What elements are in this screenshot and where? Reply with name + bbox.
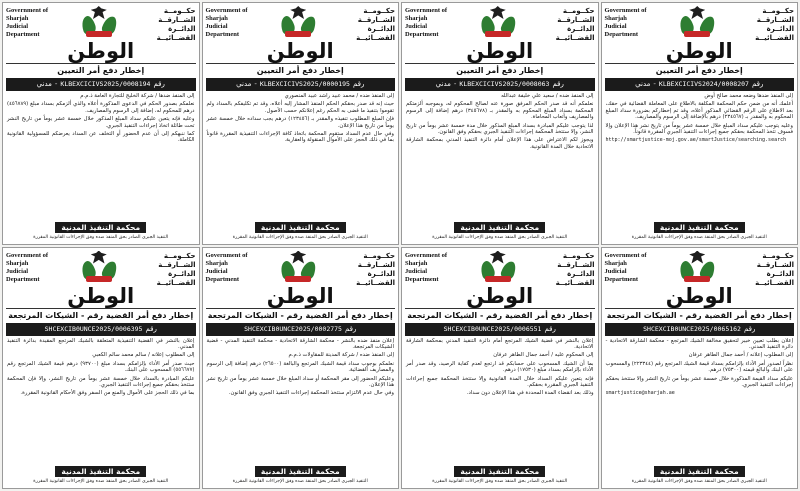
government-name-ar — [337, 250, 395, 288]
notice-paragraph: نعلمكم أنه قد صدر الحكم المرفق صورة عنه لصالح المحكوم له، وبموجبه ألزمتكم المحكمة بسداد المبلغ المحكوم به والمقدر بـ (٣٤٥٦٧٨) درهم إضافة إلى الرسوم والمصاريف وأتعاب المحاماة. — [406, 101, 594, 121]
government-name-ar — [537, 250, 595, 288]
ref-label: رقم — [751, 80, 764, 88]
ref-separator: - — [254, 80, 257, 88]
legal-notice-card[interactable] — [401, 2, 599, 245]
notice-paragraph: بما في ذلك الحجز على الأموال والمنع من السفر وفق الأحكام القانونية المقررة. — [20, 390, 195, 397]
notice-paragraph: إلى المنفذ ضده / سعيد علي خليفة عبدالله — [501, 93, 594, 99]
legal-notice-card[interactable] — [2, 2, 200, 245]
notice-paragraph: إلى المطلوب إعلانه / أحمد جمال الطاهر عرفان — [688, 352, 793, 359]
gov-ar-line2: الدائــرة القضــائيــة — [555, 25, 595, 42]
notice-footer — [6, 215, 196, 241]
falcon-icon — [490, 6, 506, 19]
divider — [206, 63, 396, 64]
notice-header — [405, 5, 595, 42]
ref-label: رقم — [743, 324, 756, 333]
masthead-title: الوطن — [665, 283, 733, 308]
case-number: SHCEXCIB0UNCE2025/0065162 — [643, 324, 741, 333]
sharjah-judicial-emblem-icon — [481, 250, 515, 282]
gov-ar-line2: الدائــرة القضــائيــة — [156, 25, 196, 42]
notice-body — [405, 91, 595, 214]
notice-paragraph: وفي حال عدم الالتزام ستتخذ المحكمة إجراءات التنفيذ الجبري وفق القانون. — [228, 390, 394, 397]
gov-ar-line2: الدائــرة القضــائيــة — [555, 269, 595, 287]
sharjah-judicial-emblem-icon — [281, 250, 315, 282]
case-type: مدني — [36, 80, 52, 88]
gov-en-line1: Government of Sharjah — [6, 251, 49, 267]
legal-notice-card[interactable] — [2, 247, 200, 490]
legal-notice-card[interactable] — [601, 2, 799, 245]
scroll-banner-icon — [86, 276, 112, 282]
gov-en-line1: Government of Sharjah — [405, 7, 448, 22]
government-name-ar — [138, 250, 196, 288]
court-stamp: محكمة التنفيذ المدنية — [654, 222, 745, 233]
court-stamp: محكمة التنفيذ المدنية — [55, 222, 146, 233]
notice-email[interactable]: smartjustice@sharjah.ae — [605, 390, 675, 397]
gov-en-line2: Judicial Department — [405, 267, 439, 283]
court-stamp: محكمة التنفيذ المدنية — [255, 466, 346, 477]
sharjah-judicial-emblem-icon — [680, 250, 714, 282]
footer-note: التنفيذ الجبري الصادر بحق المنفذ ضده وفق الإجراءات القانونية المقررة — [33, 234, 169, 240]
gov-ar-line1: حكــومــة الشــارقــة — [158, 251, 196, 269]
scroll-banner-icon — [684, 31, 710, 37]
notice-body — [605, 336, 795, 459]
notice-body — [206, 336, 396, 459]
notice-body — [6, 91, 196, 214]
government-name-en — [605, 250, 659, 284]
ref-separator: - — [653, 80, 656, 88]
masthead-title: الوطن — [266, 39, 334, 63]
notice-paragraph: إعلان بالنشر في قضية الشيك المرتجع أمام دائرة التنفيذ المدني بمحكمة الشارقة الاتحادية. — [406, 337, 594, 350]
notice-paragraph: إلى المنفذ ضده / شركة المدينة للمقاولات ذ.م.م — [288, 352, 394, 359]
masthead-title: الوطن — [466, 283, 534, 308]
sharjah-judicial-emblem-icon — [82, 5, 116, 37]
notice-footer — [6, 459, 196, 485]
gov-en-line1: Government of Sharjah — [405, 251, 448, 267]
gov-en-line2: Judicial Department — [6, 267, 40, 283]
notice-paragraph: إعلان منفذ ضده بالنشر - محكمة الشارقة الاتحادية - محكمة التنفيذ المدني - قضية الشيكات المرتجعة. — [206, 337, 394, 350]
case-number: KLBEXCICIVS2024/0008207 — [658, 80, 749, 88]
scroll-banner-icon — [285, 31, 311, 37]
gov-en-line1: Government of Sharjah — [205, 7, 248, 22]
masthead-title: الوطن — [665, 39, 733, 63]
notice-paragraph: إلى المطلوب إعلانه / سالم محمد سالم الكعبي — [92, 352, 195, 359]
gov-ar-line2: الدائــرة القضــائيــة — [156, 269, 196, 287]
ref-separator: - — [54, 80, 58, 88]
masthead-title: الوطن — [67, 39, 135, 63]
case-reference-bar — [605, 323, 795, 336]
notice-body — [206, 91, 396, 214]
gov-ar-line1: حكــومــة الشــارقــة — [557, 251, 595, 269]
gov-en-line1: Government of Sharjah — [205, 251, 248, 267]
gov-en-line2: Judicial Department — [205, 267, 240, 283]
divider — [6, 308, 196, 309]
gov-en-line2: Judicial Department — [604, 23, 639, 38]
case-number: SHCEXCIB0UNCE2025/0006395 — [44, 324, 143, 333]
scroll-banner-icon — [485, 276, 511, 282]
notice-paragraph: وذلك بعد انقضاء المدة المحددة في هذا الإعلان دون سداد. — [466, 390, 594, 397]
gov-en-line1: Government of Sharjah — [6, 7, 49, 22]
notice-paragraph: نعلمكم بصدور الحكم في الدعوى المذكورة أعلاه والذي ألزمكم بسداد مبلغ (٤٥٦٧٨٩) درهم للمحكوم له، إضافة إلى الرسوم والمصاريف. — [7, 101, 195, 114]
legal-notice-card[interactable] — [202, 2, 400, 245]
divider — [605, 63, 795, 64]
gov-ar-line1: حكــومــة الشــارقــة — [158, 7, 196, 24]
gov-ar-line1: حكــومــة الشــارقــة — [756, 251, 794, 269]
footer-note: التنفيذ الجبري الصادر بحق المنفذ ضده وفق الإجراءات القانونية المقررة — [631, 234, 767, 240]
ref-label: رقم — [544, 324, 556, 333]
notice-subject: إخطار دفع أمر التعيين — [456, 66, 544, 75]
falcon-icon — [490, 251, 506, 264]
notice-paragraph: إلى المنفذ ضده / محمد عبيد راشد عبيد المنصوري — [284, 93, 394, 99]
divider — [6, 63, 196, 64]
court-stamp: محكمة التنفيذ المدنية — [454, 466, 545, 477]
notice-paragraph: إلى المنفذ ضدها وضعه محمد صالح أوض — [704, 93, 793, 99]
falcon-icon — [290, 251, 306, 264]
notice-paragraph: عليكم سداد القيمة المذكورة خلال خمسة عشر يوماً من تاريخ النشر وإلا ستتخذ بحقكم إجراءات التنفيذ الجبري. — [605, 375, 793, 388]
case-reference-bar — [206, 323, 396, 336]
divider — [405, 308, 595, 309]
government-name-ar — [736, 5, 794, 43]
notice-paragraph: فإن المبلغ المطلوب تنفيذه والمقدر بـ (١٢٣٤٥٦) درهم يجب سداده خلال خمسة عشر يوماً من تاريخ هذا الإعلان. — [206, 116, 394, 129]
legal-notice-card[interactable] — [401, 247, 599, 490]
divider — [605, 308, 795, 309]
case-number: SHCEXCIB0UNCE2025/0006551 — [443, 324, 542, 333]
gov-ar-line2: الدائــرة القضــائيــة — [356, 25, 395, 42]
ref-label: رقم — [344, 324, 357, 333]
notice-paragraph: حيث صدر أمر الأداء بإلزامكم بسداد مبلغ (٩٣٧٠٠) درهم قيمة الشيك المرتجع رقم (٥٥٦٦٧٧) المسحوب على البنك. — [7, 360, 195, 374]
gov-ar-line1: حكــومــة الشــارقــة — [357, 7, 395, 24]
notice-paragraph: نظراً لصدور أمر الأداء بإلزامكم بسداد قيمة الشيك المرتجع رقم (٢٢٣٣٤٤) والمسحوب على البنك والبالغ قيمته (٧٥٣٠٠) درهم. — [605, 360, 793, 374]
gov-en-line2: Judicial Department — [6, 23, 40, 38]
court-stamp: محكمة التنفيذ المدنية — [654, 466, 745, 477]
government-name-ar — [138, 5, 196, 43]
notice-url[interactable]: http://smartjustice-moj.gov.ae/smartJustice/searching.search — [605, 137, 787, 144]
notice-subject: إخطار دفع أمر القضية رقم - الشيكات المرتجعة — [207, 310, 393, 320]
government-name-ar — [537, 5, 595, 43]
gov-en-line2: Judicial Department — [205, 23, 240, 38]
footer-note: التنفيذ الجبري الصادر بحق المنفذ ضده وفق الإجراءات القانونية المقررة — [232, 234, 368, 240]
case-number: KLBEXCICIVS2025/0008194 — [60, 80, 151, 88]
notice-header — [405, 250, 595, 287]
case-number: KLBEXCICIVS2025/0008063 — [459, 80, 550, 88]
scroll-banner-icon — [684, 276, 710, 282]
gov-ar-line1: حكــومــة الشــارقــة — [557, 7, 595, 24]
government-name-en — [206, 5, 260, 39]
sharjah-judicial-emblem-icon — [481, 5, 515, 37]
case-reference-bar — [405, 78, 595, 91]
case-reference-bar — [6, 323, 196, 336]
notice-header — [604, 5, 795, 42]
gov-ar-line2: الدائــرة القضــائيــة — [755, 25, 794, 42]
gov-ar-line1: حكــومــة الشــارقــة — [756, 7, 794, 24]
notice-body — [405, 336, 595, 459]
government-name-en — [6, 5, 60, 39]
gov-ar-line2: الدائــرة القضــائيــة — [755, 269, 794, 287]
case-type: مدني — [435, 80, 451, 88]
notice-paragraph: إعلان بطلب تعيين خبير لتحقيق مخالفة الشيك المرتجع - محكمة الشارقة الاتحادية - دائرة التنفيذ المدني. — [605, 337, 793, 350]
divider — [206, 308, 396, 309]
masthead-title: الوطن — [466, 39, 534, 63]
ref-label: رقم — [153, 80, 165, 88]
notice-paragraph: وعليه فإنه يتعين عليكم سداد المبلغ المذكور خلال خمسة عشر يوماً من تاريخ النشر تحت طائلة اتخاذ إجراءات التنفيذ الجبري. — [7, 116, 195, 129]
notice-header — [6, 5, 196, 42]
sharjah-judicial-emblem-icon — [82, 250, 116, 282]
notice-paragraph: إلى المنفذ ضدها / شركة الخليج للتجارة العامة ذ.م.م — [80, 93, 195, 99]
court-stamp: محكمة التنفيذ المدنية — [55, 466, 146, 477]
masthead-title: الوطن — [67, 283, 135, 308]
notice-paragraph: إلى المحكوم عليه / أحمد جمال الطاهر عرفان — [493, 352, 594, 359]
case-number: SHCEXCIB0UNCE2025/0002775 — [244, 324, 342, 333]
legal-notice-card[interactable] — [202, 247, 400, 490]
notice-body — [6, 336, 196, 459]
footer-note: التنفيذ الجبري الصادر بحق المنفذ ضده وفق الإجراءات القانونية المقررة — [631, 479, 767, 484]
divider — [405, 63, 595, 64]
gov-en-line1: Government of Sharjah — [604, 7, 647, 22]
falcon-icon — [91, 251, 107, 264]
falcon-icon — [290, 6, 306, 19]
notice-paragraph: وفي حال عدم السداد ستقوم المحكمة باتخاذ كافة الإجراءات التنفيذية المقررة قانوناً بما في ذلك الحجز على الأموال المنقولة والعقارية. — [206, 131, 394, 144]
masthead-title: الوطن — [266, 283, 334, 308]
falcon-icon — [91, 6, 107, 19]
notice-paragraph: كما ننبهكم إلى أن عدم الحضور أو التخلف عن السداد يعرضكم للمسؤولية القانونية الكاملة. — [7, 131, 195, 144]
falcon-icon — [689, 6, 705, 19]
footer-note: التنفيذ الجبري الصادر بحق المنفذ ضده وفق الإجراءات القانونية المقررة — [232, 479, 368, 484]
gov-en-line1: Government of Sharjah — [604, 251, 647, 267]
notice-subject: إخطار دفع أمر التعيين — [57, 66, 145, 75]
gov-en-line2: Judicial Department — [405, 23, 439, 38]
case-reference-bar — [6, 78, 196, 91]
government-name-en — [405, 5, 459, 39]
case-reference-bar — [405, 323, 595, 336]
notice-subject: إخطار دفع أمر القضية رقم - الشيكات المرتجعة — [407, 310, 593, 320]
footer-note: التنفيذ الجبري الصادر بحق المنفذ ضده وفق الإجراءات القانونية المقررة — [432, 479, 568, 484]
gov-en-line2: Judicial Department — [604, 267, 639, 283]
notice-header — [205, 5, 396, 42]
footer-note: التنفيذ الجبري الصادر بحق المنفذ ضده وفق الإجراءات القانونية المقررة — [432, 234, 568, 240]
notice-paragraph: أعلمك أنه من ضمن حكم المحكمة المكلفة بالاطلاع على المعاملة القضائية في حقك، بعد الاطلاع على الرقم القضائي المذكور أعلاه، وقد تم إخطاركم بضرورة سداد المبلغ المحكوم به والمقدر بـ (٢٣٤٥٦٧) درهم بالإضافة إلى الرسوم والمصاريف. — [605, 101, 793, 121]
gov-ar-line2: الدائــرة القضــائيــة — [356, 269, 395, 287]
case-number: KLBEXCICIVS2025/0000195 — [259, 80, 350, 88]
government-name-en — [405, 250, 459, 284]
government-name-en — [206, 250, 260, 284]
footer-note: التنفيذ الجبري الصادر بحق المنفذ ضده وفق الإجراءات القانونية المقررة — [33, 479, 169, 484]
court-stamp: محكمة التنفيذ المدنية — [255, 222, 346, 233]
notice-paragraph: بما أن الشيك المسحوب على حسابكم قد ارتجع لعدم كفاية الرصيد، وقد صدر أمر الأداء بإلزامكم بسداد مبلغ (١٧٥٣٠) درهم. — [406, 360, 594, 374]
government-name-en — [605, 5, 659, 39]
government-name-en — [6, 250, 60, 284]
scroll-banner-icon — [485, 31, 511, 37]
notice-footer — [206, 459, 396, 485]
ref-label: رقم — [352, 80, 365, 88]
notice-footer — [605, 215, 795, 241]
notice-paragraph: نعلمكم بوجوب سداد قيمة الشيك المرتجع والبالغة (٢٦٥٠٠) درهم إضافة إلى الرسوم والمصاريف القضائية. — [206, 360, 394, 374]
scroll-banner-icon — [285, 276, 311, 282]
notice-subject: إخطار دفع أمر التعيين — [655, 66, 743, 75]
notice-paragraph: وعليكم الحضور إلى مقر المحكمة أو سداد المبلغ خلال خمسة عشر يوماً من تاريخ نشر هذا الإعلان. — [206, 375, 394, 388]
notice-paragraph: لذا يتوجب عليكم المبادرة بسداد المبلغ المذكور خلال مدة خمسة عشر يوماً من تاريخ النشر، وإلا ستتخذ المحكمة إجراءات التنفيذ الجبري بحقكم وفق القانون. — [406, 122, 594, 136]
case-type: مدني — [635, 80, 651, 88]
notice-paragraph: حيث إنه قد صدر بحقكم الحكم المنفذ المشار إليه أعلاه، وقد تم تكليفكم بالسداد ولم تقوموا بتنفيذ ما قضى به الحكم رغم إعلانكم حسب الأصول. — [206, 101, 394, 114]
notice-subject: إخطار دفع أمر القضية رقم - الشيكات المرتجعة — [606, 310, 792, 320]
scroll-banner-icon — [86, 31, 112, 37]
notice-header — [205, 250, 396, 287]
notice-header — [6, 250, 196, 287]
government-name-ar — [337, 5, 395, 43]
notice-paragraph: فإنه يتعين عليكم السداد خلال المدة القانونية وإلا ستتخذ المحكمة جميع إجراءات التنفيذ الجبري المقررة بحقكم. — [406, 375, 594, 388]
sharjah-judicial-emblem-icon — [680, 5, 714, 37]
court-stamp: محكمة التنفيذ المدنية — [454, 222, 545, 233]
ref-separator: - — [453, 80, 457, 88]
notice-paragraph: وعليه يتوجب عليكم سداد المبلغ خلال خمسة عشر يوماً من تاريخ نشر هذا الإعلان وإلا فسوف تتخذ المحكمة بحقكم جميع إجراءات التنفيذ الجبري المقررة قانوناً. — [605, 122, 793, 136]
legal-notice-card[interactable] — [601, 247, 799, 490]
notice-paragraph: إعلان بالنشر في القضية التنفيذية المتعلقة بالشيك المرتجع المقيدة بدائرة التنفيذ المدني. — [7, 337, 195, 350]
notice-footer — [206, 215, 396, 241]
ref-label: رقم — [145, 324, 157, 333]
notice-header — [604, 250, 795, 287]
case-reference-bar — [605, 78, 795, 91]
case-type: مدني — [236, 80, 252, 88]
notice-paragraph: ويجوز لكم الاعتراض على هذا الإعلان أمام دائرة التنفيذ المدني بمحكمة الشارقة الاتحادية خلال المدة القانونية. — [406, 137, 594, 150]
sharjah-judicial-emblem-icon — [281, 5, 315, 37]
gov-ar-line1: حكــومــة الشــارقــة — [357, 251, 395, 269]
notice-footer — [605, 459, 795, 485]
falcon-icon — [689, 251, 705, 264]
ref-label: رقم — [552, 80, 564, 88]
notice-paragraph: عليكم المبادرة بالسداد خلال خمسة عشر يوماً من تاريخ النشر، وإلا فإن المحكمة ستتخذ بحقكم جميع إجراءات التنفيذ الجبري. — [7, 375, 195, 388]
case-reference-bar — [206, 78, 396, 91]
notice-body — [605, 91, 795, 214]
notice-footer — [405, 459, 595, 485]
government-name-ar — [736, 250, 794, 288]
notice-subject: إخطار دفع أمر التعيين — [256, 66, 344, 75]
notice-footer — [405, 215, 595, 241]
notice-subject: إخطار دفع أمر القضية رقم - الشيكات المرتجعة — [8, 310, 194, 320]
